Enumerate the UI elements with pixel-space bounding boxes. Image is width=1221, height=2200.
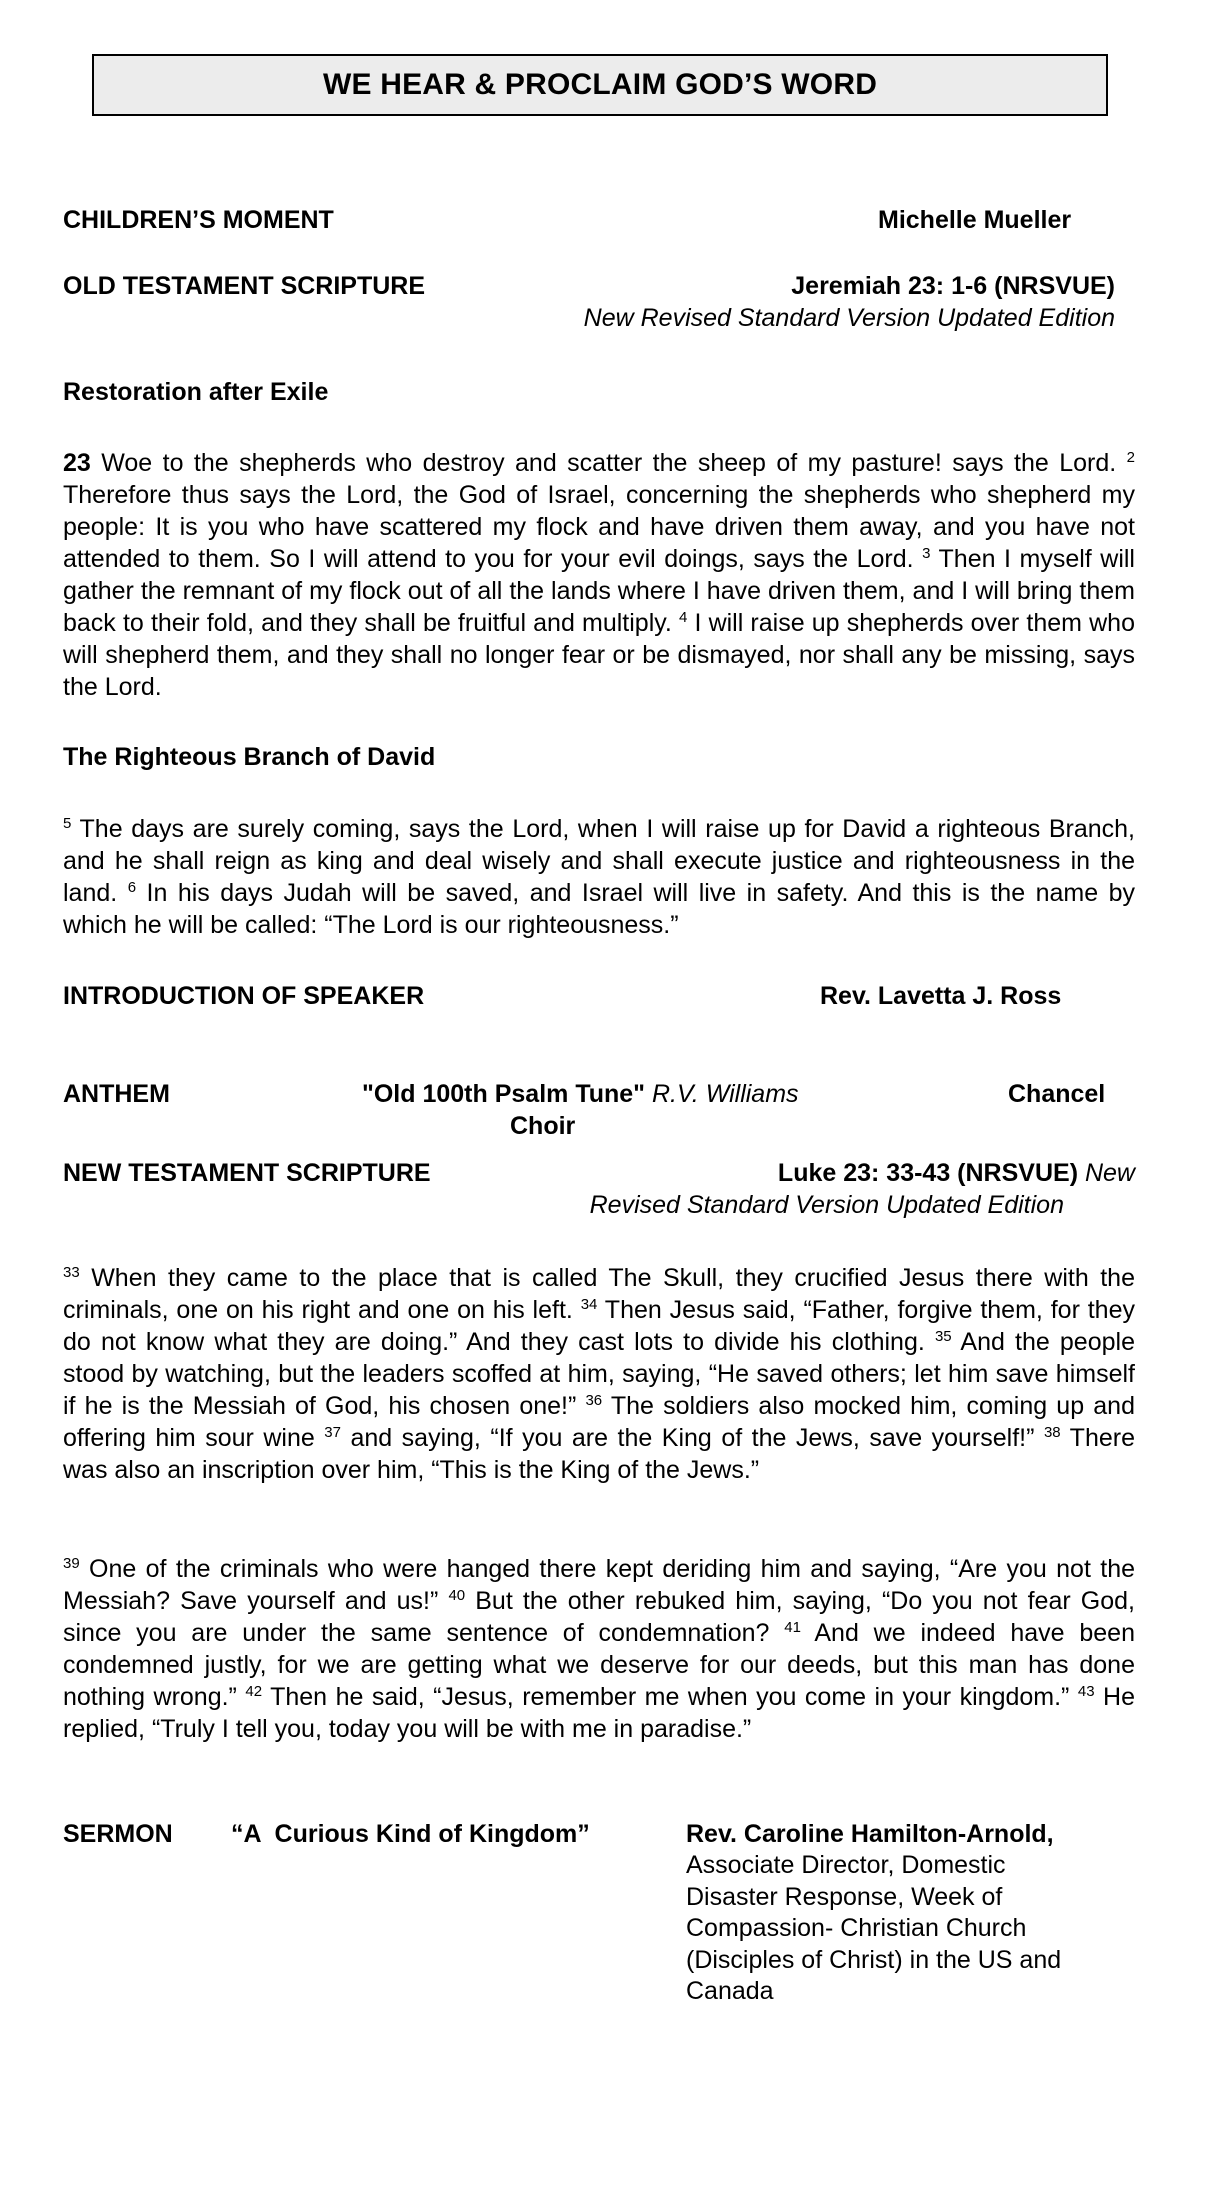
verse-text: The soldiers also mocked him, coming up and offering him sour wine bbox=[63, 1392, 1135, 1452]
introduction-speaker: Rev. Lavetta J. Ross bbox=[820, 982, 1062, 1010]
chapter-number: 23 bbox=[63, 449, 91, 477]
anthem-performer: Chancel bbox=[1008, 1080, 1106, 1108]
verse-text: Then Jesus said, “Father, forgive them, for they do not know what they are doing.” And they cast lots to divide his clothing. bbox=[63, 1296, 1135, 1356]
scripture-paragraph bbox=[63, 447, 1135, 703]
childrens-moment-label: CHILDREN’S MOMENT bbox=[63, 206, 334, 234]
scripture-paragraph bbox=[63, 1553, 1135, 1745]
verse-number: 42 bbox=[245, 1683, 263, 1700]
new-testament-version: New bbox=[1078, 1159, 1135, 1187]
verse-text: Therefore thus says the Lord, the God of Israel, concerning the shepherds who shepherd my people: It is you who have scattered my flock and have driven them away, and you have not attended to them. So I will attend to you for your evil doings, says the Lord. bbox=[63, 481, 1135, 573]
sermon-speaker: Rev. Caroline Hamilton-Arnold, bbox=[686, 1820, 1054, 1848]
verse-number: 4 bbox=[678, 609, 688, 626]
old-testament-reference: Jeremiah 23: 1-6 (NRSVUE) bbox=[791, 272, 1115, 300]
verse-number: 2 bbox=[1126, 449, 1135, 466]
credential-line: Disaster Response, Week of bbox=[686, 1882, 1003, 1911]
verse-text: and saying, “If you are the King of the Jews, save yourself!” bbox=[340, 1424, 1044, 1452]
speaker-credentials bbox=[686, 1850, 1146, 2008]
verse-number: 35 bbox=[934, 1328, 952, 1345]
old-testament-version: New Revised Standard Version Updated Edition bbox=[583, 304, 1115, 332]
verse-text: I will raise up shepherds over them who will shepherd them, and they shall no longer fear or be dismayed, nor shall any be missing, says the Lord. bbox=[63, 609, 1135, 701]
verse-number: 43 bbox=[1077, 1683, 1095, 1700]
verse-text: Woe to the shepherds who destroy and scatter the sheep of my pasture! says the Lord. bbox=[90, 449, 1127, 477]
verse-number: 33 bbox=[63, 1264, 80, 1281]
new-testament-label: NEW TESTAMENT SCRIPTURE bbox=[63, 1159, 431, 1187]
section-title: WE HEAR & PROCLAIM GOD’S WORD bbox=[92, 54, 1108, 116]
anthem-label: ANTHEM bbox=[63, 1080, 170, 1108]
introduction-label: INTRODUCTION OF SPEAKER bbox=[63, 982, 425, 1010]
verse-number: 38 bbox=[1043, 1424, 1061, 1441]
verse-text: Then he said, “Jesus, remember me when you come in your kingdom.” bbox=[262, 1683, 1078, 1711]
scripture-paragraph bbox=[63, 813, 1135, 941]
childrens-moment-leader: Michelle Mueller bbox=[878, 206, 1072, 234]
verse-number: 40 bbox=[448, 1587, 466, 1604]
verse-number: 34 bbox=[580, 1296, 598, 1313]
verse-text: In his days Judah will be saved, and Israel will live in safety. And this is the name by which he will be called: “The Lord is our righteousness.” bbox=[63, 879, 1135, 939]
verse-text: But the other rebuked him, saying, “Do you not fear God, since you are under the same sentence of condemnation? bbox=[63, 1587, 1135, 1647]
verse-number: 6 bbox=[127, 879, 137, 896]
sermon-label: SERMON bbox=[63, 1820, 173, 1848]
verse-number: 36 bbox=[585, 1392, 603, 1409]
section-heading: Restoration after Exile bbox=[63, 378, 329, 406]
credential-line: Associate Director, Domestic bbox=[686, 1851, 1006, 1879]
anthem-title-line bbox=[362, 1078, 799, 1110]
verse-text: When they came to the place that is called The Skull, they crucified Jesus there with the criminals, one on his right and one on his left. bbox=[63, 1264, 1135, 1324]
verse-text: And we indeed have been condemned justly, for we are getting what we deserve for our deeds, but this man has done nothing wrong.” bbox=[63, 1619, 1135, 1711]
verse-text: Then I myself will gather the remnant of my flock out of all the lands where I have driven them, and I will bring them back to their fold, and they shall be fruitful and multiply. bbox=[63, 545, 1135, 637]
anthem-composer: R.V. Williams bbox=[645, 1080, 799, 1108]
verse-text: One of the criminals who were hanged there kept deriding him and saying, “Are you not the Messiah? Save yourself and us!” bbox=[63, 1555, 1135, 1615]
verse-number: 37 bbox=[324, 1424, 341, 1441]
new-testament-version-cont: Revised Standard Version Updated Edition bbox=[589, 1191, 1064, 1219]
verse-text: The days are surely coming, says the Lord, when I will raise up for David a righteous Branch, and he shall reign as king and deal wisely and shall execute justice and righteousness in the land. bbox=[63, 815, 1135, 907]
verse-number: 39 bbox=[63, 1555, 80, 1572]
verse-number: 5 bbox=[63, 815, 72, 832]
new-testament-reference: Luke 23: 33-43 (NRSVUE) bbox=[777, 1159, 1079, 1187]
verse-text: And the people stood by watching, but the leaders scoffed at him, saying, “He saved others; let him save himself if he is the Messiah of God, his chosen one!” bbox=[63, 1328, 1135, 1420]
new-testament-reference-line bbox=[778, 1157, 1135, 1189]
anthem-title: "Old 100th Psalm Tune" bbox=[362, 1080, 646, 1108]
credential-line: Canada bbox=[686, 1977, 774, 2005]
verse-number: 41 bbox=[784, 1619, 801, 1636]
verse-text: He replied, “Truly I tell you, today you will be with me in paradise.” bbox=[63, 1683, 1136, 1743]
credential-line: (Disciples of Christ) in the US and bbox=[686, 1945, 1062, 1974]
anthem-performer-cont: Choir bbox=[510, 1112, 576, 1140]
scripture-paragraph bbox=[63, 1262, 1135, 1486]
old-testament-label: OLD TESTAMENT SCRIPTURE bbox=[63, 272, 426, 300]
sermon-title: “A Curious Kind of Kingdom” bbox=[231, 1820, 590, 1848]
section-heading: The Righteous Branch of David bbox=[63, 743, 436, 771]
credential-line: Compassion- Christian Church bbox=[686, 1914, 1027, 1942]
verse-text: There was also an inscription over him, “This is the King of the Jews.” bbox=[63, 1424, 1135, 1484]
verse-number: 3 bbox=[922, 545, 931, 562]
